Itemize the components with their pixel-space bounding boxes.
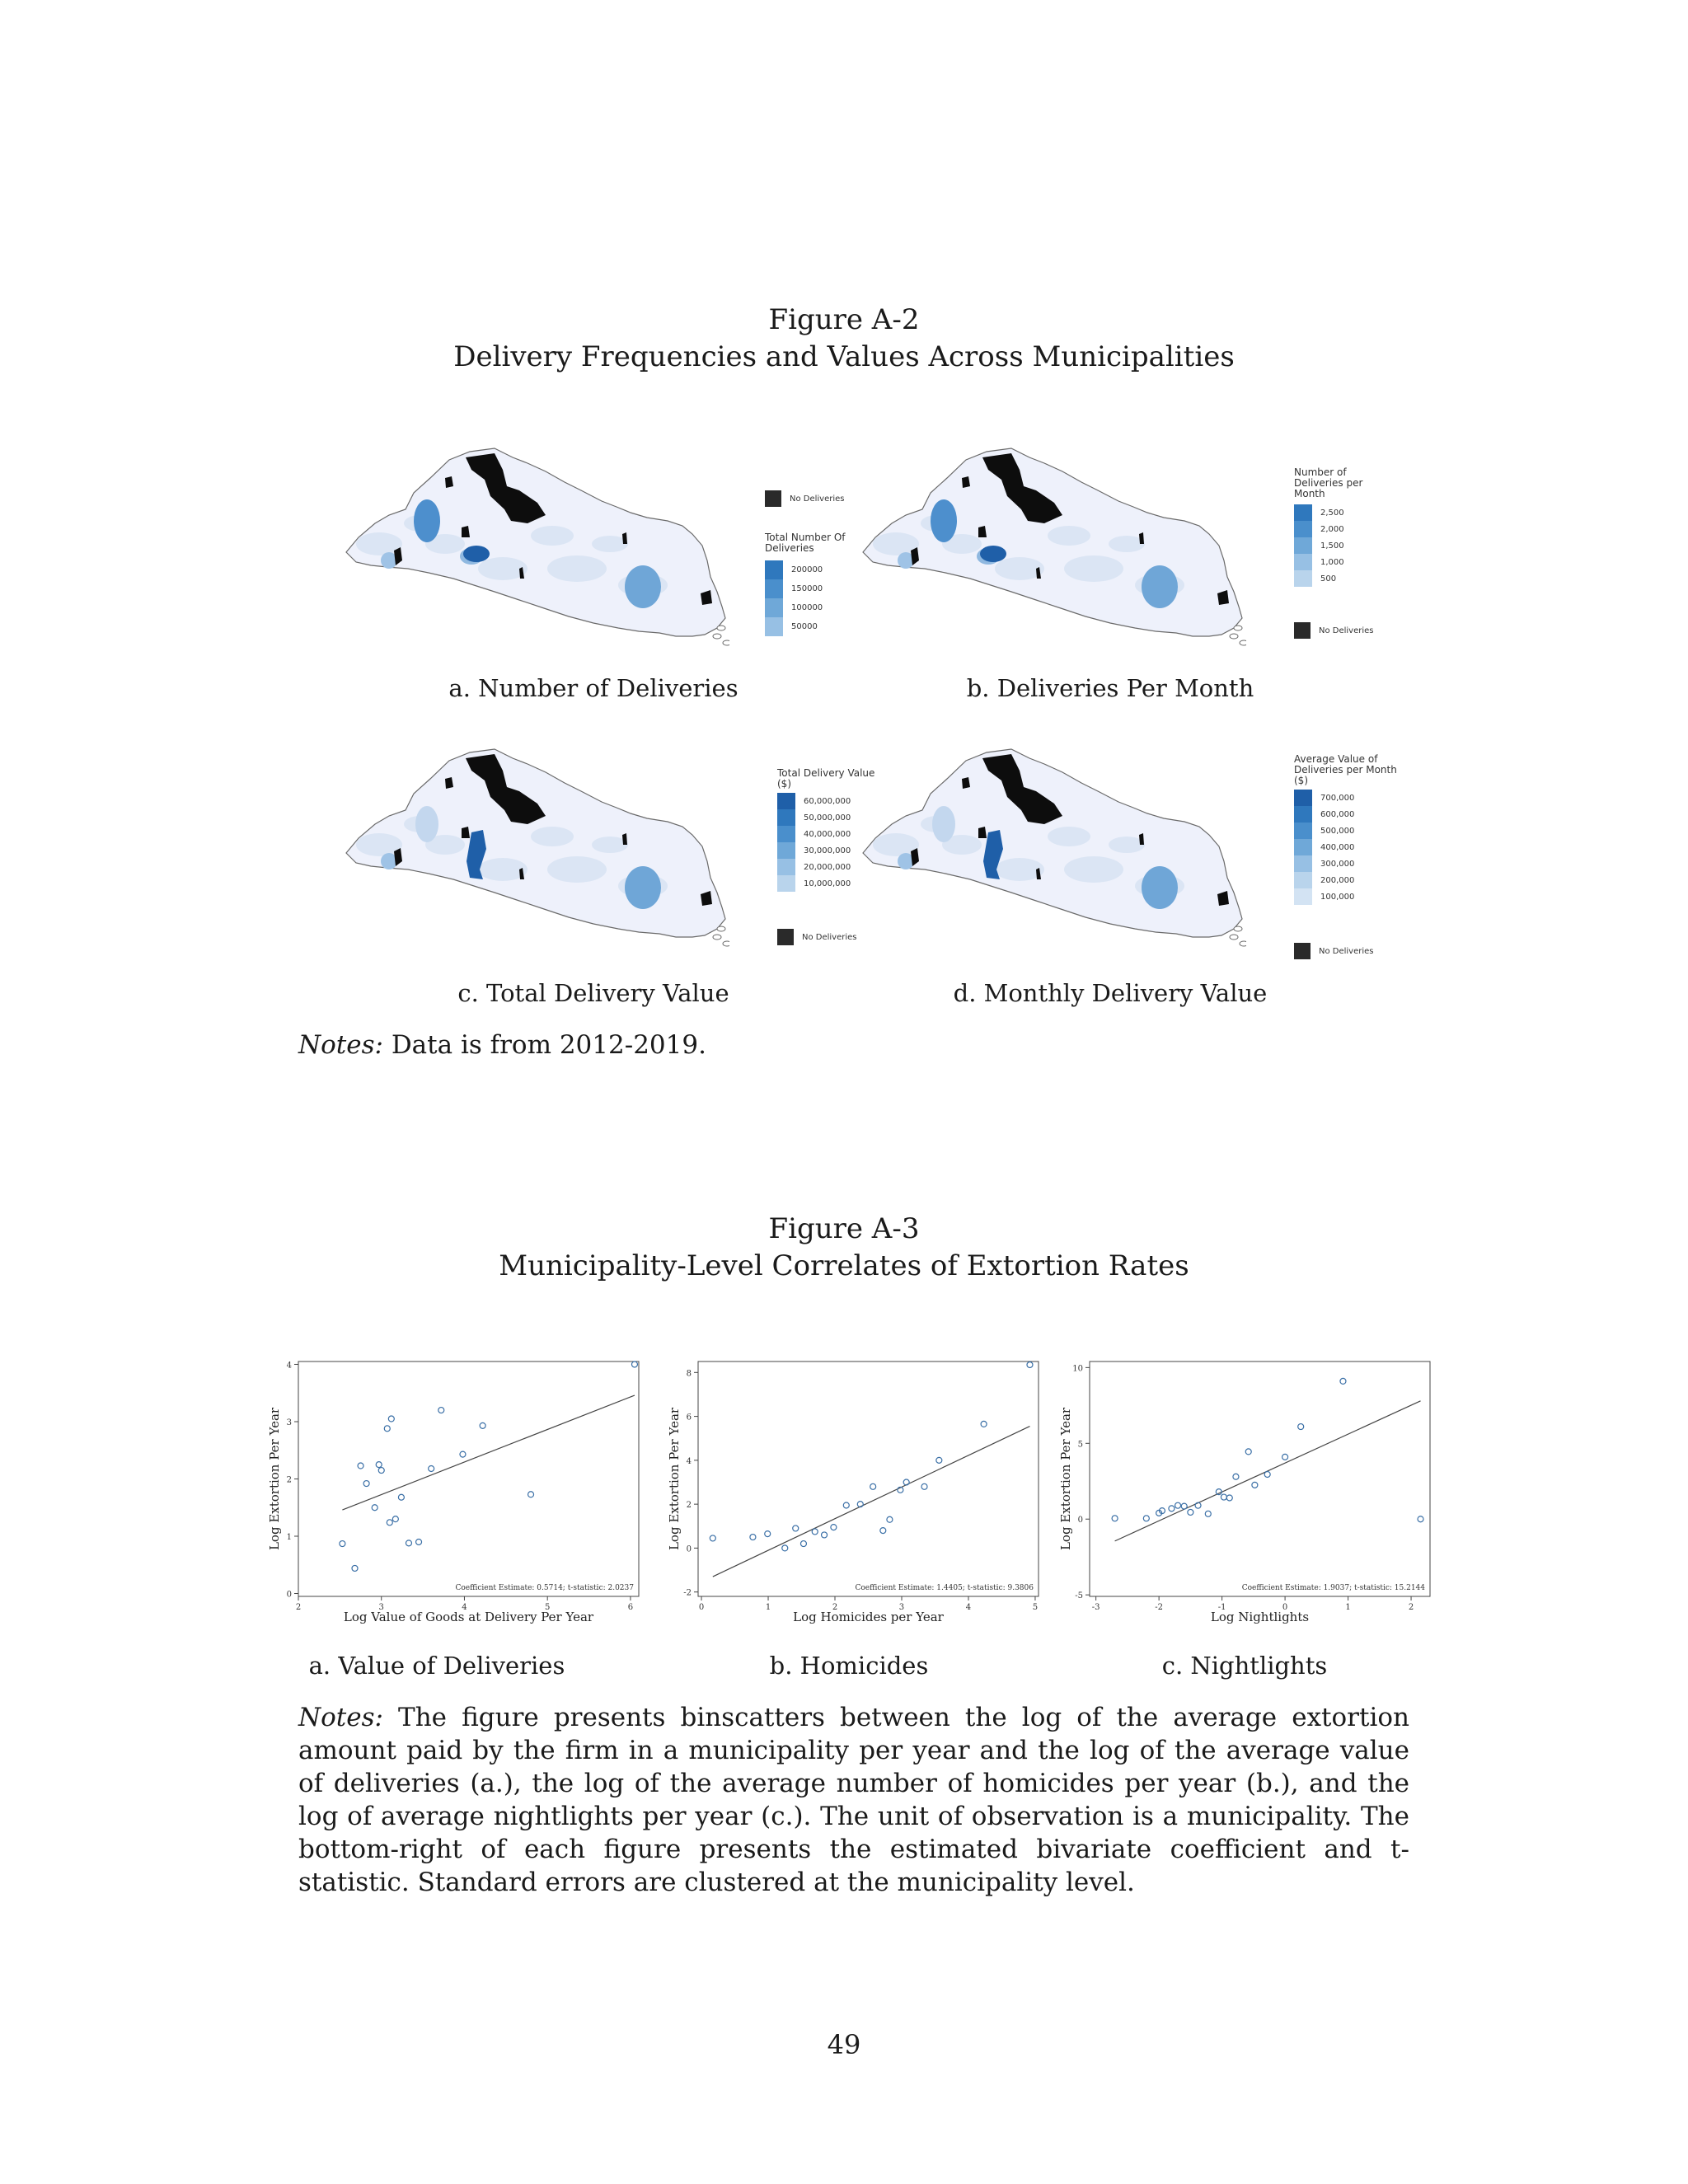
legend-value: 2,000	[1320, 524, 1344, 534]
legend-swatch	[1294, 839, 1312, 855]
scatter-nightlights	[1055, 1353, 1442, 1633]
figure-a3-notes	[298, 1701, 1409, 1899]
legend-value: 1,500	[1320, 541, 1344, 551]
y-axis-label: Log Extortion Per Year	[667, 1407, 682, 1551]
legend-row	[1294, 872, 1401, 888]
legend-value: 60,000,000	[804, 796, 851, 806]
municipality-region	[531, 526, 574, 546]
legend-swatch	[1294, 823, 1312, 839]
legend-value: 500	[1320, 574, 1337, 583]
scatter-value-of-deliveries	[264, 1353, 651, 1633]
island	[713, 935, 721, 940]
map-number-of-deliveries	[330, 445, 729, 659]
x-tick-label: -1	[1217, 1603, 1226, 1612]
legend-row	[1294, 888, 1401, 905]
legend-swatch	[1294, 504, 1312, 521]
caption-a3-c: c. Nightlights	[1161, 1652, 1328, 1680]
legend-swatch	[765, 560, 783, 579]
map-group	[863, 448, 1246, 645]
x-tick-label: 5	[545, 1603, 551, 1612]
y-tick-label: 4	[686, 1456, 692, 1466]
legend-value: 200,000	[1320, 875, 1355, 885]
legend-swatch	[1294, 570, 1312, 587]
island	[717, 926, 725, 931]
legend-row	[1294, 806, 1401, 823]
legend-c	[777, 768, 876, 892]
municipality-region	[463, 546, 490, 562]
legend-value: 30,000,000	[804, 846, 851, 855]
map-total-delivery-value	[330, 746, 729, 964]
map-group	[346, 749, 729, 946]
legend-value: 10,000,000	[804, 879, 851, 888]
map-group	[863, 749, 1246, 946]
legend-row	[1294, 570, 1393, 587]
legend-value: 50000	[791, 622, 818, 631]
legend-swatch	[1294, 888, 1312, 905]
legend-row	[765, 579, 880, 598]
legend-a-no-deliveries: No Deliveries	[765, 490, 845, 507]
x-tick-label: 2	[832, 1603, 838, 1612]
no-deliveries-region	[1139, 532, 1144, 544]
legend-row	[1294, 839, 1401, 855]
map-deliveries-per-month	[846, 445, 1246, 659]
legend-row	[765, 598, 880, 617]
legend-row	[777, 875, 876, 892]
legend-swatch	[777, 875, 795, 892]
x-tick-label: 5	[1032, 1603, 1039, 1612]
x-tick-label: 6	[627, 1603, 634, 1612]
x-tick-label: 3	[898, 1603, 905, 1612]
country-outline	[863, 448, 1242, 636]
x-tick-label: 1	[1345, 1603, 1351, 1612]
island	[1240, 640, 1246, 645]
municipality-region	[625, 866, 661, 909]
legend-value: 2,500	[1320, 508, 1344, 518]
y-tick-label: 8	[686, 1369, 692, 1379]
legend-value: 40,000,000	[804, 829, 851, 839]
legend-b-no-deliveries: No Deliveries	[1294, 622, 1374, 639]
legend-row	[777, 793, 876, 809]
legend-swatch	[1294, 521, 1312, 537]
legend-a-title: Total Number Of Deliveries	[765, 532, 846, 554]
municipality-region	[1142, 866, 1178, 909]
municipality-region	[1142, 565, 1178, 608]
x-tick-label: 4	[462, 1603, 467, 1612]
country-outline	[863, 749, 1242, 937]
legend-row	[1294, 790, 1401, 806]
legend-b	[1294, 467, 1393, 587]
y-tick-label: 3	[286, 1418, 292, 1427]
legend-swatch	[777, 859, 795, 875]
island	[723, 640, 729, 645]
municipality-region	[1048, 526, 1090, 546]
municipality-region	[547, 555, 607, 582]
island	[1240, 941, 1246, 946]
no-deliveries-swatch	[1294, 943, 1311, 959]
y-tick-label: -5	[1075, 1591, 1083, 1601]
no-deliveries-swatch	[1294, 622, 1311, 639]
municipality-region	[592, 536, 628, 552]
y-tick-label: 5	[1077, 1440, 1083, 1450]
legend-value: 400,000	[1320, 842, 1355, 852]
legend-value: 20,000,000	[804, 862, 851, 872]
figure-a3-label: Figure A-3	[768, 1212, 920, 1245]
legend-value: 600,000	[1320, 809, 1355, 819]
island	[1234, 626, 1242, 630]
legend-d-no-deliveries: No Deliveries	[1294, 943, 1374, 959]
legend-row	[777, 826, 876, 842]
legend-d-title: Average Value of Deliveries per Month ($)	[1294, 753, 1397, 786]
municipality-region	[980, 546, 1006, 562]
legend-row	[777, 859, 876, 875]
x-tick-label: 2	[295, 1603, 302, 1612]
legend-swatch	[765, 579, 783, 598]
caption-c: c. Total Delivery Value	[457, 979, 729, 1007]
municipality-region	[1048, 827, 1090, 846]
legend-swatch	[765, 598, 783, 617]
figure-a2-notes	[298, 1029, 1409, 1062]
coefficient-annotation: Coefficient Estimate: 1.9037; t-statistic: 15.2144	[1241, 1584, 1425, 1592]
no-deliveries-region	[622, 532, 627, 544]
y-axis-label: Log Extortion Per Year	[267, 1407, 282, 1551]
legend-row	[765, 617, 880, 636]
municipality-region	[592, 837, 628, 853]
legend-swatch	[777, 809, 795, 826]
legend-swatch	[1294, 872, 1312, 888]
municipality-region	[931, 499, 957, 542]
no-deliveries-swatch	[777, 929, 794, 945]
no-deliveries-swatch	[765, 490, 781, 507]
legend-row	[1294, 554, 1393, 570]
notes-label: Notes:	[298, 1703, 383, 1732]
x-tick-label: -3	[1091, 1603, 1100, 1612]
caption-d: d. Monthly Delivery Value	[953, 979, 1268, 1007]
no-deliveries-region	[1139, 833, 1144, 845]
y-tick-label: 2	[286, 1475, 292, 1485]
legend-swatch	[1294, 790, 1312, 806]
legend-value: 700,000	[1320, 793, 1355, 803]
caption-a3-a: a. Value of Deliveries	[308, 1652, 565, 1680]
figure-a2-label: Figure A-2	[768, 303, 920, 336]
municipality-region	[1109, 536, 1145, 552]
legend-d	[1294, 754, 1401, 905]
figure-a3-title: Municipality-Level Correlates of Extortion Rates	[499, 1249, 1189, 1282]
municipality-region	[414, 499, 440, 542]
notes-text: Data is from 2012-2019.	[391, 1030, 706, 1060]
legend-swatch	[1294, 554, 1312, 570]
x-tick-label: 0	[698, 1603, 705, 1612]
coefficient-annotation: Coefficient Estimate: 1.4405; t-statistic: 9.3806	[855, 1584, 1034, 1592]
legend-c-title: Total Delivery Value ($)	[777, 767, 875, 790]
island	[1234, 926, 1242, 931]
x-tick-label: -2	[1155, 1603, 1164, 1612]
x-tick-label: 0	[1282, 1603, 1288, 1612]
municipality-region	[1064, 856, 1123, 883]
legend-c-no-deliveries: No Deliveries	[777, 929, 857, 945]
legend-value: 100000	[791, 603, 823, 612]
caption-a: a. Number of Deliveries	[448, 674, 738, 702]
plot-frame	[298, 1361, 639, 1596]
legend-swatch	[1294, 806, 1312, 823]
legend-swatch	[1294, 537, 1312, 554]
y-axis-label: Log Extortion Per Year	[1058, 1407, 1073, 1551]
y-tick-label: 4	[286, 1361, 292, 1371]
y-tick-label: 0	[686, 1544, 692, 1554]
island	[1230, 935, 1238, 940]
legend-row	[1294, 855, 1401, 872]
y-tick-label: 10	[1072, 1364, 1083, 1374]
legend-swatch	[1294, 855, 1312, 872]
legend-row	[1294, 537, 1393, 554]
island	[717, 626, 725, 630]
legend-row	[1294, 823, 1401, 839]
municipality-region	[547, 856, 607, 883]
island	[1230, 634, 1238, 639]
caption-a3-b: b. Homicides	[769, 1652, 929, 1680]
plot-frame	[1090, 1361, 1430, 1596]
x-tick-label: 3	[378, 1603, 384, 1612]
x-axis-label: Log Homicides per Year	[793, 1610, 944, 1624]
legend-value: 150000	[791, 584, 823, 593]
notes-text: The figure presents binscatters between the log of the average extortion amount paid by the firm in a municipality per year and the log of the average value of deliveries (a.), the log of the average number of homicides per year (b.), and the log of average nightlights per year (c.). The unit of observation is a municipality. The bottom-right of each figure presents the estimated bivariate coefficient and t-statistic. Standard errors are clustered at the municipality level.	[298, 1703, 1409, 1897]
municipality-region	[1109, 837, 1145, 853]
y-tick-label: 0	[286, 1590, 292, 1600]
x-tick-label: 4	[965, 1603, 972, 1612]
country-outline	[346, 749, 725, 937]
y-tick-label: 1	[286, 1533, 292, 1543]
page-number: 49	[827, 2029, 861, 2060]
legend-value: 50,000,000	[804, 813, 851, 823]
municipality-region	[625, 565, 661, 608]
legend-row	[777, 842, 876, 859]
legend-swatch	[777, 793, 795, 809]
legend-row	[1294, 521, 1393, 537]
municipality-region	[1064, 555, 1123, 582]
x-axis-label: Log Value of Goods at Delivery Per Year	[343, 1610, 594, 1624]
legend-value: 300,000	[1320, 859, 1355, 869]
caption-b: b. Deliveries Per Month	[966, 674, 1254, 702]
legend-b-title: Number of Deliveries per Month	[1294, 466, 1363, 499]
x-axis-label: Log Nightlights	[1210, 1610, 1310, 1624]
x-tick-label: 2	[1408, 1603, 1414, 1612]
legend-swatch	[765, 617, 783, 636]
scatter-homicides	[663, 1353, 1051, 1633]
coefficient-annotation: Coefficient Estimate: 0.5714; t-statistic: 2.0237	[455, 1584, 634, 1592]
y-tick-label: 6	[686, 1413, 692, 1422]
legend-swatch	[777, 826, 795, 842]
country-outline	[346, 448, 725, 636]
y-tick-label: 0	[1077, 1516, 1083, 1526]
legend-row	[777, 809, 876, 826]
map-group	[346, 448, 729, 645]
legend-row	[765, 560, 880, 579]
legend-value: 500,000	[1320, 826, 1355, 836]
figure-a2-title: Delivery Frequencies and Values Across Municipalities	[453, 340, 1235, 373]
y-tick-label: -2	[683, 1588, 692, 1598]
plot-frame	[698, 1361, 1039, 1596]
no-deliveries-region	[622, 833, 627, 845]
legend-value: 200000	[791, 565, 823, 574]
y-tick-label: 2	[686, 1501, 692, 1511]
legend-value: 100,000	[1320, 892, 1355, 902]
legend-row	[1294, 504, 1393, 521]
map-monthly-delivery-value	[846, 746, 1246, 964]
notes-label: Notes:	[298, 1030, 383, 1060]
island	[723, 941, 729, 946]
legend-a	[765, 532, 880, 636]
legend-swatch	[777, 842, 795, 859]
island	[713, 634, 721, 639]
legend-value: 1,000	[1320, 557, 1344, 567]
x-tick-label: 1	[765, 1603, 771, 1612]
municipality-region	[531, 827, 574, 846]
municipality-region	[415, 806, 438, 842]
municipality-region	[932, 806, 955, 842]
